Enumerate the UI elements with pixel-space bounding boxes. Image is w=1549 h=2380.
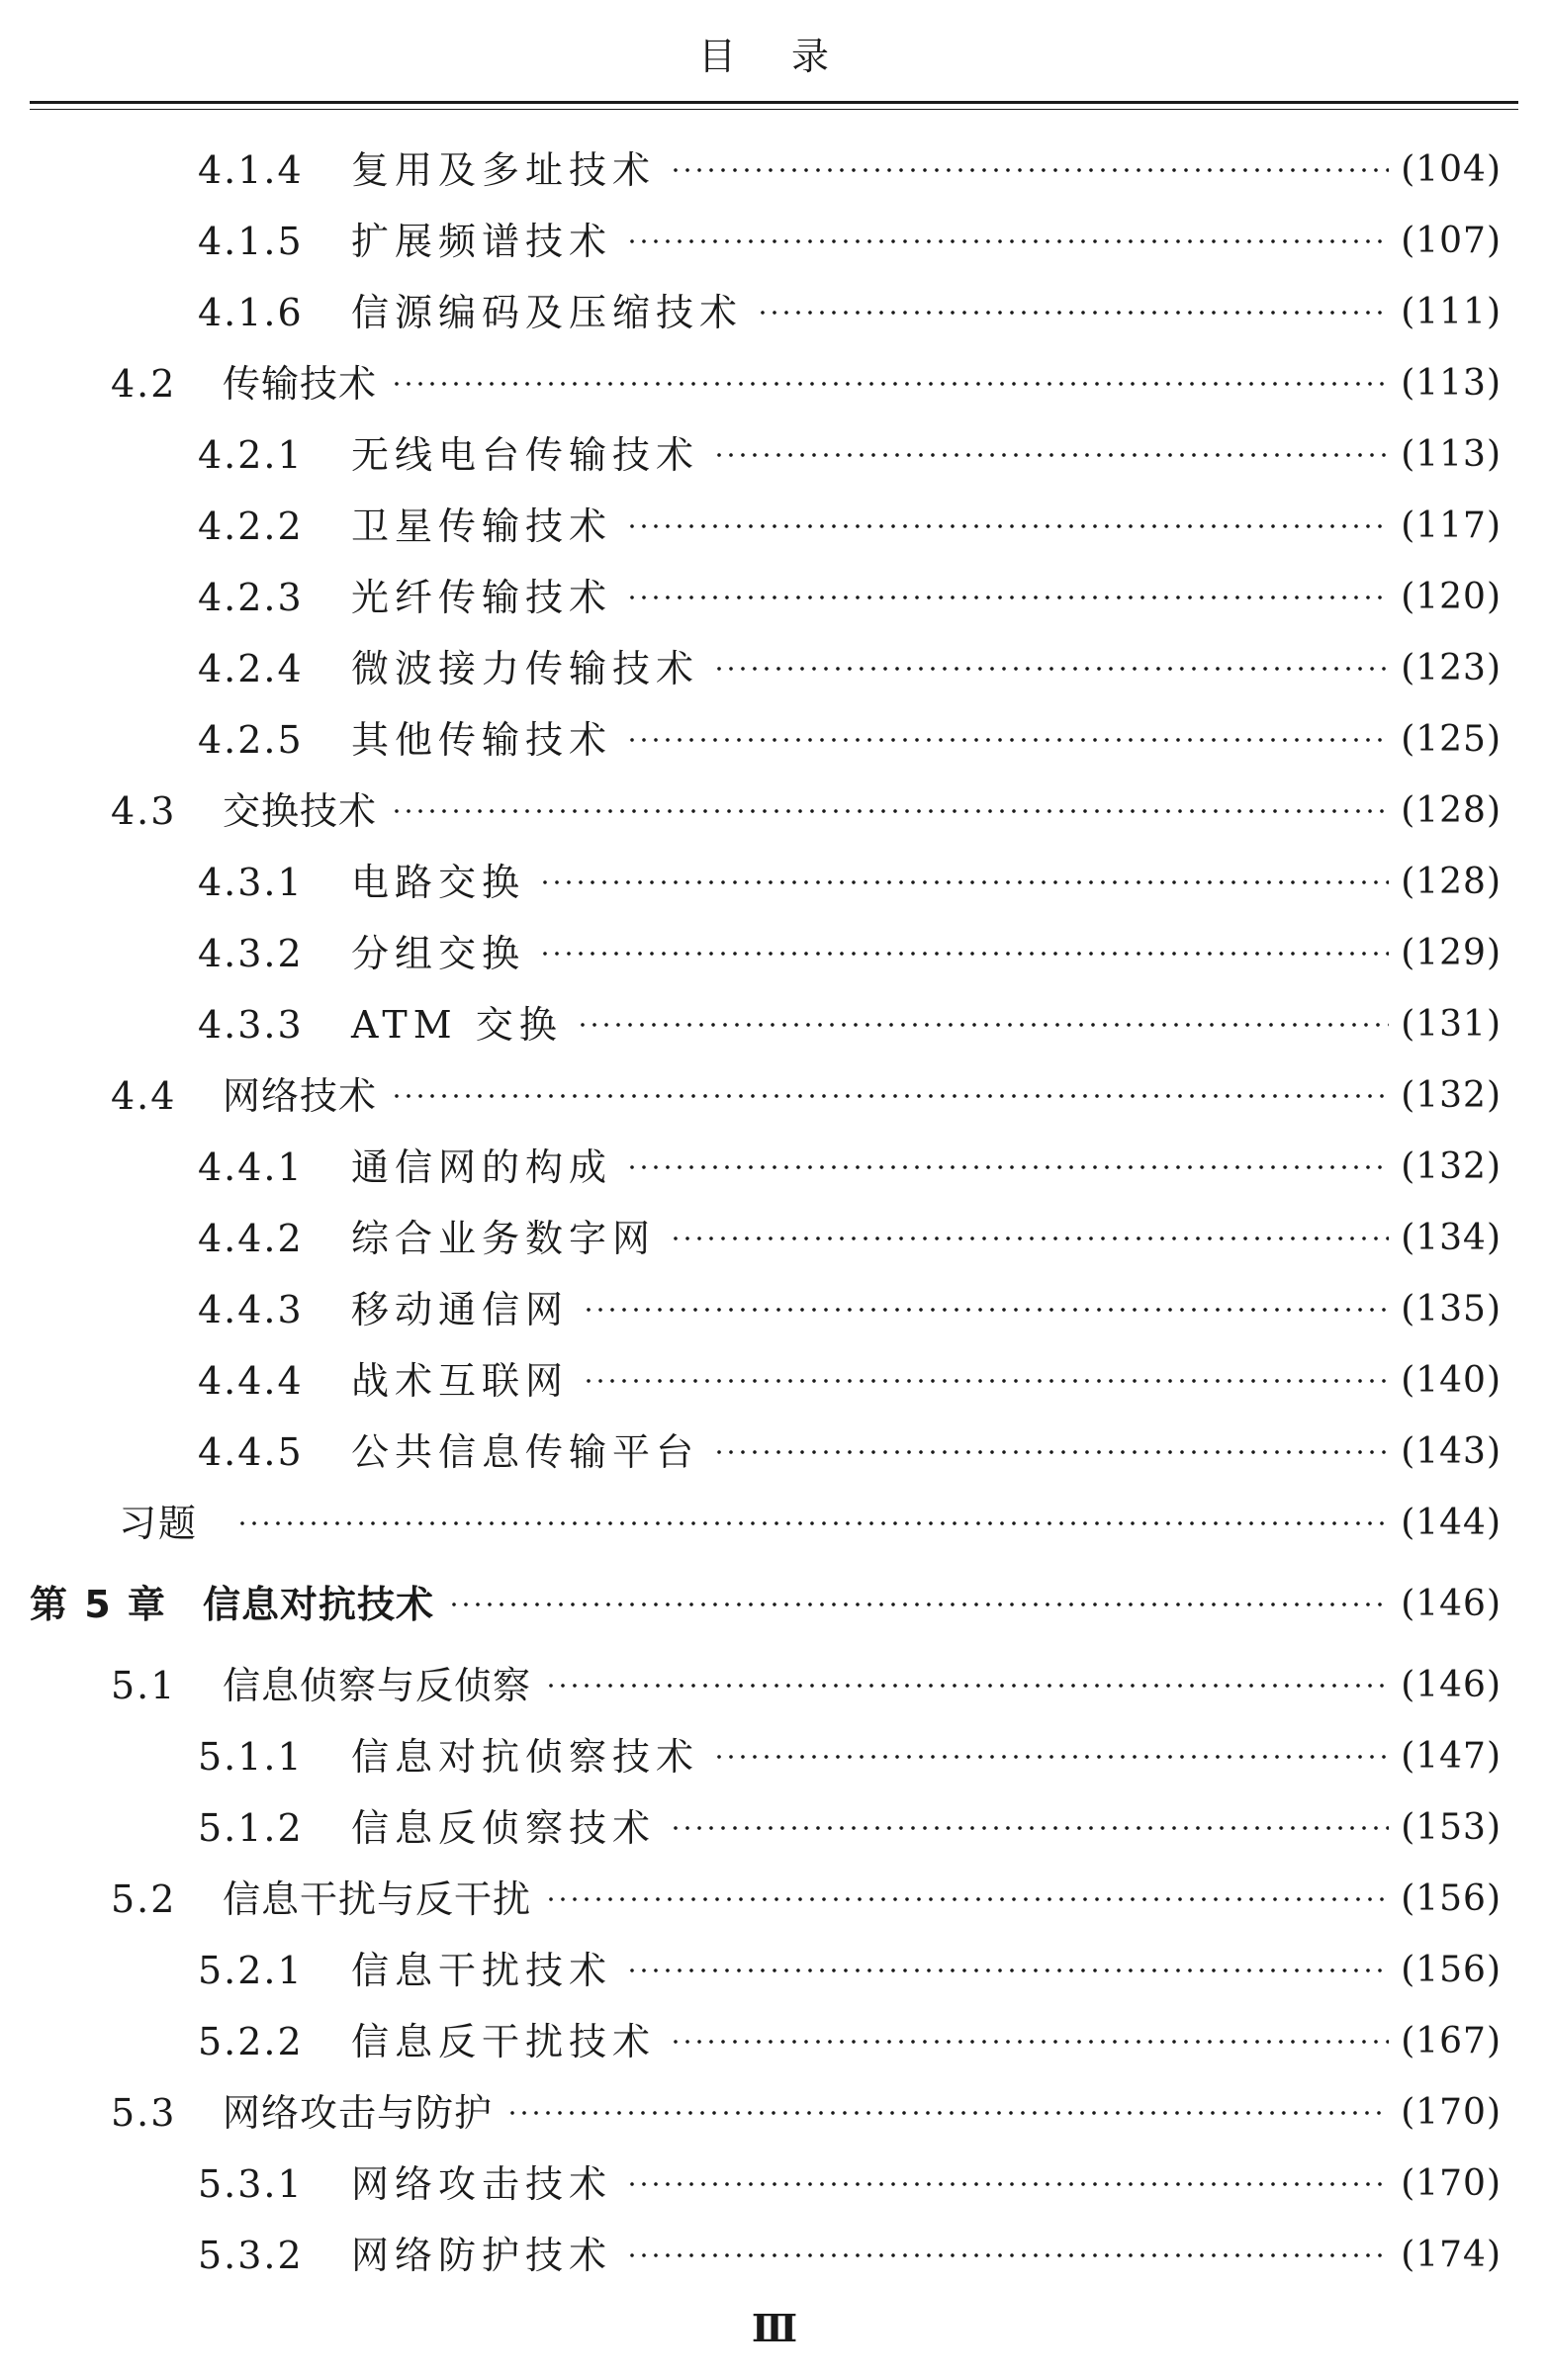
toc-entry-page: (153) — [1401, 1807, 1502, 1848]
dot-leader — [626, 2182, 1389, 2186]
toc-entry-4-4-5[interactable] — [198, 1425, 1502, 1479]
toc-entry-page: (170) — [1401, 2163, 1502, 2204]
toc-entry-page: (132) — [1401, 1075, 1502, 1116]
toc-entry-4-2-1[interactable] — [198, 428, 1502, 482]
page-number: Ⅲ — [751, 2306, 798, 2350]
toc-entry-5-3-2[interactable] — [198, 2229, 1502, 2282]
toc-entry-number: 4.4.1 — [198, 1145, 304, 1189]
toc-entry-4-3-1[interactable] — [198, 856, 1502, 909]
toc-entry-number: 4.2.4 — [198, 647, 304, 690]
toc-entry-title: 微波接力传输技术 — [351, 647, 700, 690]
toc-entry-title: 扩展频谱技术 — [351, 220, 613, 263]
toc-entry-title: 信息干扰技术 — [351, 1949, 613, 1992]
dot-leader — [670, 1236, 1389, 1240]
toc-entry-4-4-2[interactable] — [198, 1212, 1502, 1265]
toc-entry-number: 4.4.5 — [198, 1430, 304, 1474]
toc-entry-number: 4.2.2 — [198, 504, 304, 548]
dot-leader — [391, 382, 1389, 386]
toc-entry-4-4-4[interactable] — [198, 1354, 1502, 1408]
toc-entry-number: 4.1.5 — [198, 220, 304, 263]
toc-entry-number: 4.4.2 — [198, 1217, 304, 1260]
toc-entry-page: (174) — [1401, 2235, 1502, 2275]
toc-entry-page: (131) — [1401, 1004, 1502, 1045]
toc-entry-page: (120) — [1401, 577, 1502, 617]
toc-entry-number: 5.2 — [111, 1877, 177, 1921]
toc-entry-page: (170) — [1401, 2092, 1502, 2133]
dot-leader — [391, 1094, 1389, 1098]
toc-entry-number: 5.1.1 — [198, 1735, 304, 1779]
toc-entry-title: 无线电台传输技术 — [351, 433, 700, 477]
toc-entry-page: (167) — [1401, 2021, 1502, 2061]
toc-entry-number: 4.2.1 — [198, 433, 304, 477]
toc-entry-title: 网络攻击与防护 — [223, 2091, 494, 2135]
toc-entry-number: 4.3.2 — [198, 932, 304, 975]
toc-entry-4-4[interactable] — [111, 1069, 1502, 1123]
dot-leader — [713, 667, 1389, 671]
toc-entry-page: (132) — [1401, 1146, 1502, 1187]
toc-entry-number: 4.2.3 — [198, 576, 304, 619]
toc-entry-page: (134) — [1401, 1218, 1502, 1258]
toc-entry-title: 移动通信网 — [351, 1288, 570, 1331]
toc-entry-number: 4.3.3 — [198, 1003, 304, 1047]
toc-entry-number: 4.3.1 — [198, 861, 304, 904]
toc-entry-title: 网络攻击技术 — [351, 2162, 613, 2206]
dot-leader — [236, 1521, 1389, 1525]
toc-entry-title: 信息对抗技术 — [203, 1583, 435, 1626]
dot-leader — [670, 2040, 1389, 2044]
toc-entry-number: 4.2 — [111, 362, 177, 406]
dot-leader — [626, 1165, 1389, 1169]
toc-entry-page: (129) — [1401, 933, 1502, 973]
dot-leader — [539, 952, 1389, 956]
toc-entry-page: (113) — [1401, 363, 1502, 404]
toc-entry-5-2[interactable] — [111, 1873, 1502, 1926]
toc-entry-title: 网络技术 — [223, 1074, 378, 1118]
toc-entry-page: (117) — [1401, 505, 1502, 546]
toc-entry-4-2[interactable] — [111, 357, 1502, 411]
toc-entry-page: (135) — [1401, 1289, 1502, 1329]
toc-entry-4-4-3[interactable] — [198, 1283, 1502, 1336]
toc-entry-title: ATM 交换 — [351, 1003, 563, 1047]
toc-entry-5-3-1[interactable] — [198, 2157, 1502, 2211]
dot-leader — [583, 1379, 1389, 1383]
dot-leader — [583, 1308, 1389, 1312]
toc-entry-title: 分组交换 — [351, 932, 526, 975]
toc-entry-number: 4.1.6 — [198, 291, 304, 334]
dot-leader — [626, 595, 1389, 599]
toc-entry-exercises[interactable] — [119, 1497, 1502, 1550]
toc-entry-title: 信息侦察与反侦察 — [223, 1664, 532, 1707]
toc-entry-number: 4.4.4 — [198, 1359, 304, 1403]
toc-entry-page: (111) — [1401, 292, 1502, 332]
dot-leader — [670, 1826, 1389, 1830]
toc-entry-page: (146) — [1401, 1665, 1502, 1705]
dot-leader — [545, 1897, 1389, 1901]
toc-entry-5-2-1[interactable] — [198, 1944, 1502, 1997]
toc-entry-4-1-5[interactable] — [198, 215, 1502, 268]
dot-leader — [626, 239, 1389, 243]
toc-entry-page: (156) — [1401, 1878, 1502, 1919]
toc-entry-title: 信息反干扰技术 — [351, 2020, 657, 2063]
toc-entry-4-2-4[interactable] — [198, 642, 1502, 695]
toc-entry-number: 4.4.3 — [198, 1288, 304, 1331]
toc-entry-4-2-3[interactable] — [198, 571, 1502, 624]
toc-entry-4-1-6[interactable] — [198, 286, 1502, 339]
dot-leader — [506, 2111, 1389, 2115]
toc-entry-5-1-1[interactable] — [198, 1730, 1502, 1784]
toc-entry-4-2-5[interactable] — [198, 713, 1502, 767]
toc-entry-4-3-2[interactable] — [198, 927, 1502, 980]
dot-leader — [448, 1602, 1389, 1606]
toc-entry-title: 交换技术 — [223, 789, 378, 833]
toc-entry-page: (144) — [1401, 1503, 1502, 1543]
toc-entry-number: 4.2.5 — [198, 718, 304, 762]
dot-leader — [626, 524, 1389, 528]
toc-entry-number: 5.2.1 — [198, 1949, 304, 1992]
dot-leader — [626, 1968, 1389, 1972]
toc-entry-title: 综合业务数字网 — [351, 1217, 657, 1260]
toc-entry-title: 复用及多址技术 — [351, 148, 657, 192]
toc-entry-chapter-5[interactable] — [30, 1578, 1502, 1631]
toc-entry-page: (147) — [1401, 1736, 1502, 1777]
toc-entry-page: (125) — [1401, 719, 1502, 760]
toc-entry-page: (104) — [1401, 149, 1502, 190]
toc-entry-title: 信息反侦察技术 — [351, 1806, 657, 1850]
toc-entry-title: 电路交换 — [351, 861, 526, 904]
toc-entry-4-4-1[interactable] — [198, 1141, 1502, 1194]
toc-entry-title: 其他传输技术 — [351, 718, 613, 762]
toc-entry-number: 5.3.1 — [198, 2162, 304, 2206]
header-rule-thin — [30, 109, 1518, 110]
dot-leader — [577, 1023, 1389, 1027]
toc-entry-title: 信息干扰与反干扰 — [223, 1877, 532, 1921]
toc-entry-number: 4.4 — [111, 1074, 177, 1118]
toc-entry-page: (146) — [1401, 1584, 1502, 1624]
toc-entry-title: 信息对抗侦察技术 — [351, 1735, 700, 1779]
page-header-title: 目 录 — [697, 35, 852, 78]
dot-leader — [545, 1684, 1389, 1688]
toc-entry-5-3[interactable] — [111, 2086, 1502, 2140]
toc-entry-number: 5.3 — [111, 2091, 177, 2135]
toc-entry-number: 5.1 — [111, 1664, 177, 1707]
toc-entry-page: (143) — [1401, 1431, 1502, 1472]
header-rule-thick — [30, 101, 1518, 104]
toc-entry-number: 5.1.2 — [198, 1806, 304, 1850]
toc-entry-title: 网络防护技术 — [351, 2234, 613, 2277]
toc-entry-4-3[interactable] — [111, 784, 1502, 838]
dot-leader — [713, 1755, 1389, 1759]
toc-entry-title: 信源编码及压缩技术 — [351, 291, 744, 334]
toc-entry-title: 传输技术 — [223, 362, 378, 406]
toc-entry-5-1[interactable] — [111, 1659, 1502, 1712]
dot-leader — [391, 809, 1389, 813]
toc-entry-number: 4.1.4 — [198, 148, 304, 192]
toc-entry-number: 4.3 — [111, 789, 177, 833]
toc-entry-page: (156) — [1401, 1950, 1502, 1990]
dot-leader — [713, 1450, 1389, 1454]
toc-entry-4-2-2[interactable] — [198, 500, 1502, 553]
toc-entry-page: (128) — [1401, 790, 1502, 831]
toc-entry-page: (140) — [1401, 1360, 1502, 1401]
toc-entry-title: 通信网的构成 — [351, 1145, 613, 1189]
toc-entry-page: (128) — [1401, 862, 1502, 902]
toc-entry-page: (107) — [1401, 221, 1502, 261]
toc-entry-title: 公共信息传输平台 — [351, 1430, 700, 1474]
toc-entry-number: 5.3.2 — [198, 2234, 304, 2277]
toc-entry-5-2-2[interactable] — [198, 2015, 1502, 2068]
dot-leader — [539, 880, 1389, 884]
toc-entry-page: (123) — [1401, 648, 1502, 688]
toc-entry-title: 卫星传输技术 — [351, 504, 613, 548]
toc-entry-title: 光纤传输技术 — [351, 576, 613, 619]
toc-entry-4-1-4[interactable] — [198, 143, 1502, 197]
toc-entry-4-3-3[interactable] — [198, 998, 1502, 1052]
dot-leader — [626, 738, 1389, 742]
dot-leader — [757, 311, 1389, 315]
dot-leader — [670, 168, 1389, 172]
toc-entry-5-1-2[interactable] — [198, 1801, 1502, 1855]
toc-entry-number: 5.2.2 — [198, 2020, 304, 2063]
dot-leader — [713, 453, 1389, 457]
toc-entry-title: 习题 — [119, 1502, 199, 1545]
toc-entry-page: (113) — [1401, 434, 1502, 475]
toc-entry-number: 第 5 章 — [30, 1583, 167, 1626]
dot-leader — [626, 2253, 1389, 2257]
toc-entry-title: 战术互联网 — [351, 1359, 570, 1403]
